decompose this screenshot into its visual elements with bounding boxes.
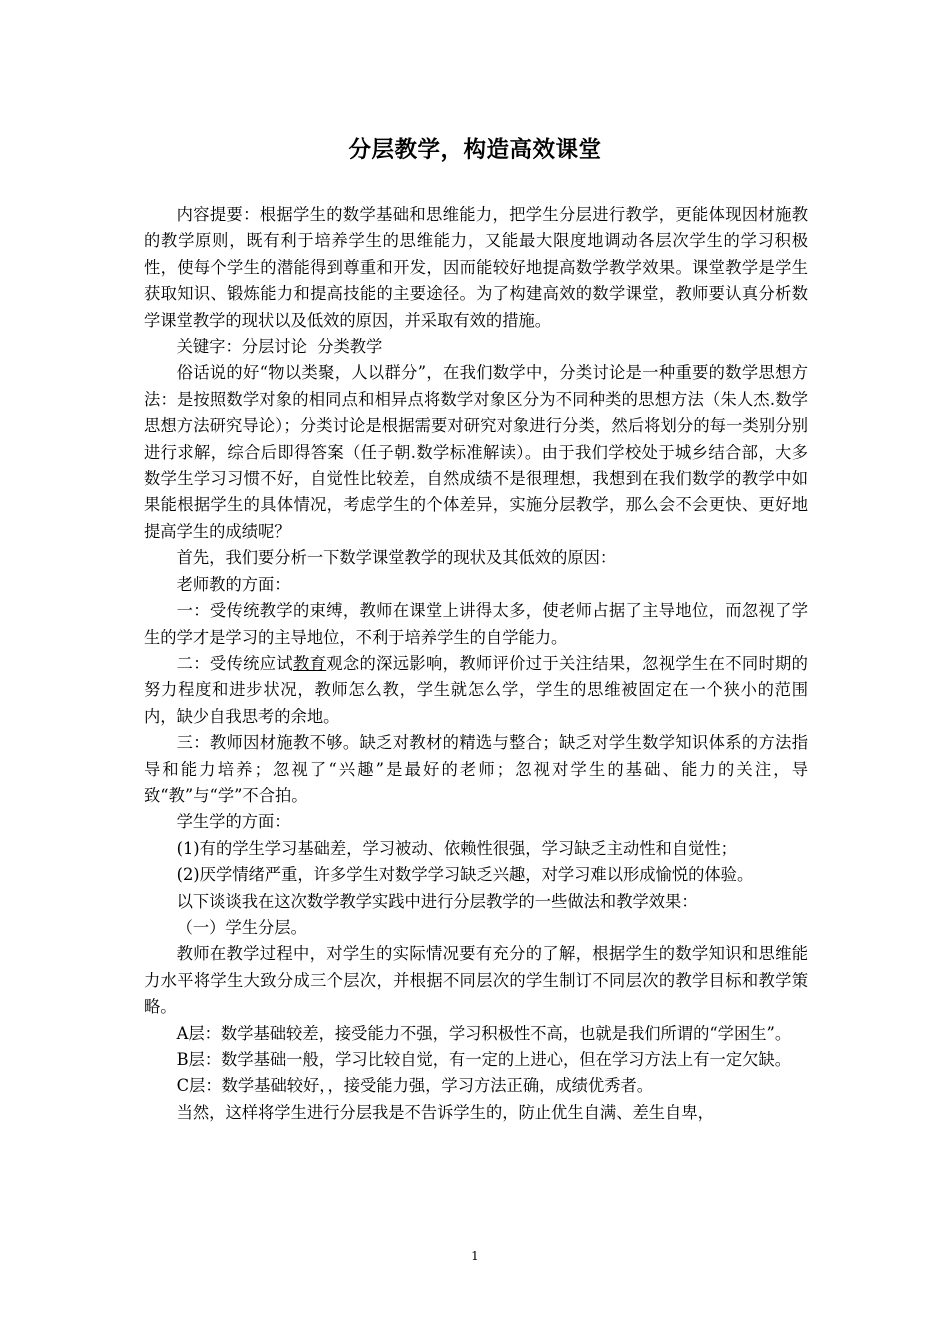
teacher-point-3: 三：教师因材施教不够。缺乏对教材的精选与整合；缺乏对学生数学知识体系的方法指导和能力培养；忽视了“兴趣”是最好的老师；忽视对学生的基础、能力的关注，导致“教”与“学”不合拍。 (144, 733, 808, 805)
level-b-paragraph: B层：数学基础一般，学习比较自觉，有一定的上进心，但在学习方法上有一定欠缺。 (176, 1050, 791, 1069)
teacher-point-2-start: 二：受传统应试 (176, 653, 293, 673)
abstract-paragraph: 内容提要：根据学生的数学基础和思维能力，把学生分层进行教学，更能体现因材施教的教学原则，既有利于培养学生的思维能力，又能最大限度地调动各层次学生的学习积极性，使每个学生的潜能得到尊重和开发，因而能较好地提高数学教学效果。课堂教学是学生获取知识、锻炼能力和提高技能的主要途径。为了构建高效的数学课堂，教师要认真分析数学课堂教学的现状以及低效的原因，并采取有效的措施。 (144, 205, 808, 330)
practice-intro-paragraph: 以下谈谈我在这次数学教学实践中进行分层教学的一些做法和教学效果： (176, 891, 698, 911)
student-heading: 学生学的方面： (176, 812, 291, 832)
teacher-point-2 (144, 651, 808, 730)
intro-paragraph: 俗话说的好“物以类聚，人以群分”，在我们数学中，分类讨论是一种重要的数学思想方法：是按照数学对象的相同点和相异点将数学对象区分为不同种类的思想方法（朱人杰.数学思想方法研究导论）；分类讨论是根据需要对研究对象进行分类，然后将划分的每一类别分别进行求解，综合后即得答案（任子朝.数学标准解读）。由于我们学校处于城乡结合部，大多数学生学习习惯不好，自觉性比较差，自然成绩不是很理想，我想到在我们数学的教学中如果能根据学生的具体情况，考虑学生的个体差异，实施分层教学，那么会不会更快、更好地提高学生的成绩呢？ (144, 363, 808, 541)
keywords-paragraph: 关键字：分层讨论 分类教学 (176, 337, 383, 357)
student-point-1: (1)有的学生学习基础差，学习被动、依赖性很强，学习缺乏主动性和自觉性； (176, 838, 737, 858)
student-point-2: (2)厌学情绪严重，许多学生对数学学习缺乏兴趣，对学习难以形成愉悦的体验。 (176, 865, 754, 885)
closing-paragraph: 当然，这样将学生进行分层我是不告诉学生的，防止优生自满、差生自卑， (176, 1102, 714, 1122)
teacher-point-1: 一：受传统教学的束缚，教师在课堂上讲得太多，使老师占据了主导地位，而忽视了学生的学才是学习的主导地位，不利于培养学生的自学能力。 (144, 601, 808, 647)
document-title: 分层教学，构造高效课堂 (348, 137, 602, 163)
teacher-heading: 老师教的方面： (176, 574, 291, 594)
document-body (144, 202, 808, 1126)
level-a-paragraph: A层：数学基础较差，接受能力不强，学习积极性不高，也就是我们所谓的“学困生”。 (176, 1023, 792, 1043)
analysis-intro-paragraph: 首先，我们要分析一下数学课堂教学的现状及其低效的原因： (176, 548, 617, 568)
level-c-paragraph: C层：数学基础较好，，接受能力强，学习方法正确，成绩优秀者。 (176, 1076, 654, 1096)
page-number: 1 (471, 1249, 479, 1263)
education-link[interactable]: 教育 (292, 653, 327, 673)
section-1-heading: （一）学生分层。 (176, 917, 307, 937)
teacher-point-2-end: 观念的深远影响，教师评价过于关注结果，忽视学生在不同时期的努力程度和进步状况，教师怎么教，学生就怎么学，学生的思维被固定在一个狭小的范围内，缺少自我思考的余地。 (144, 653, 808, 726)
section-1-paragraph: 教师在教学过程中，对学生的实际情况要有充分的了解，根据学生的数学知识和思维能力水平将学生大致分成三个层次，并根据不同层次的学生制订不同层次的教学目标和教学策略。 (144, 944, 808, 1017)
